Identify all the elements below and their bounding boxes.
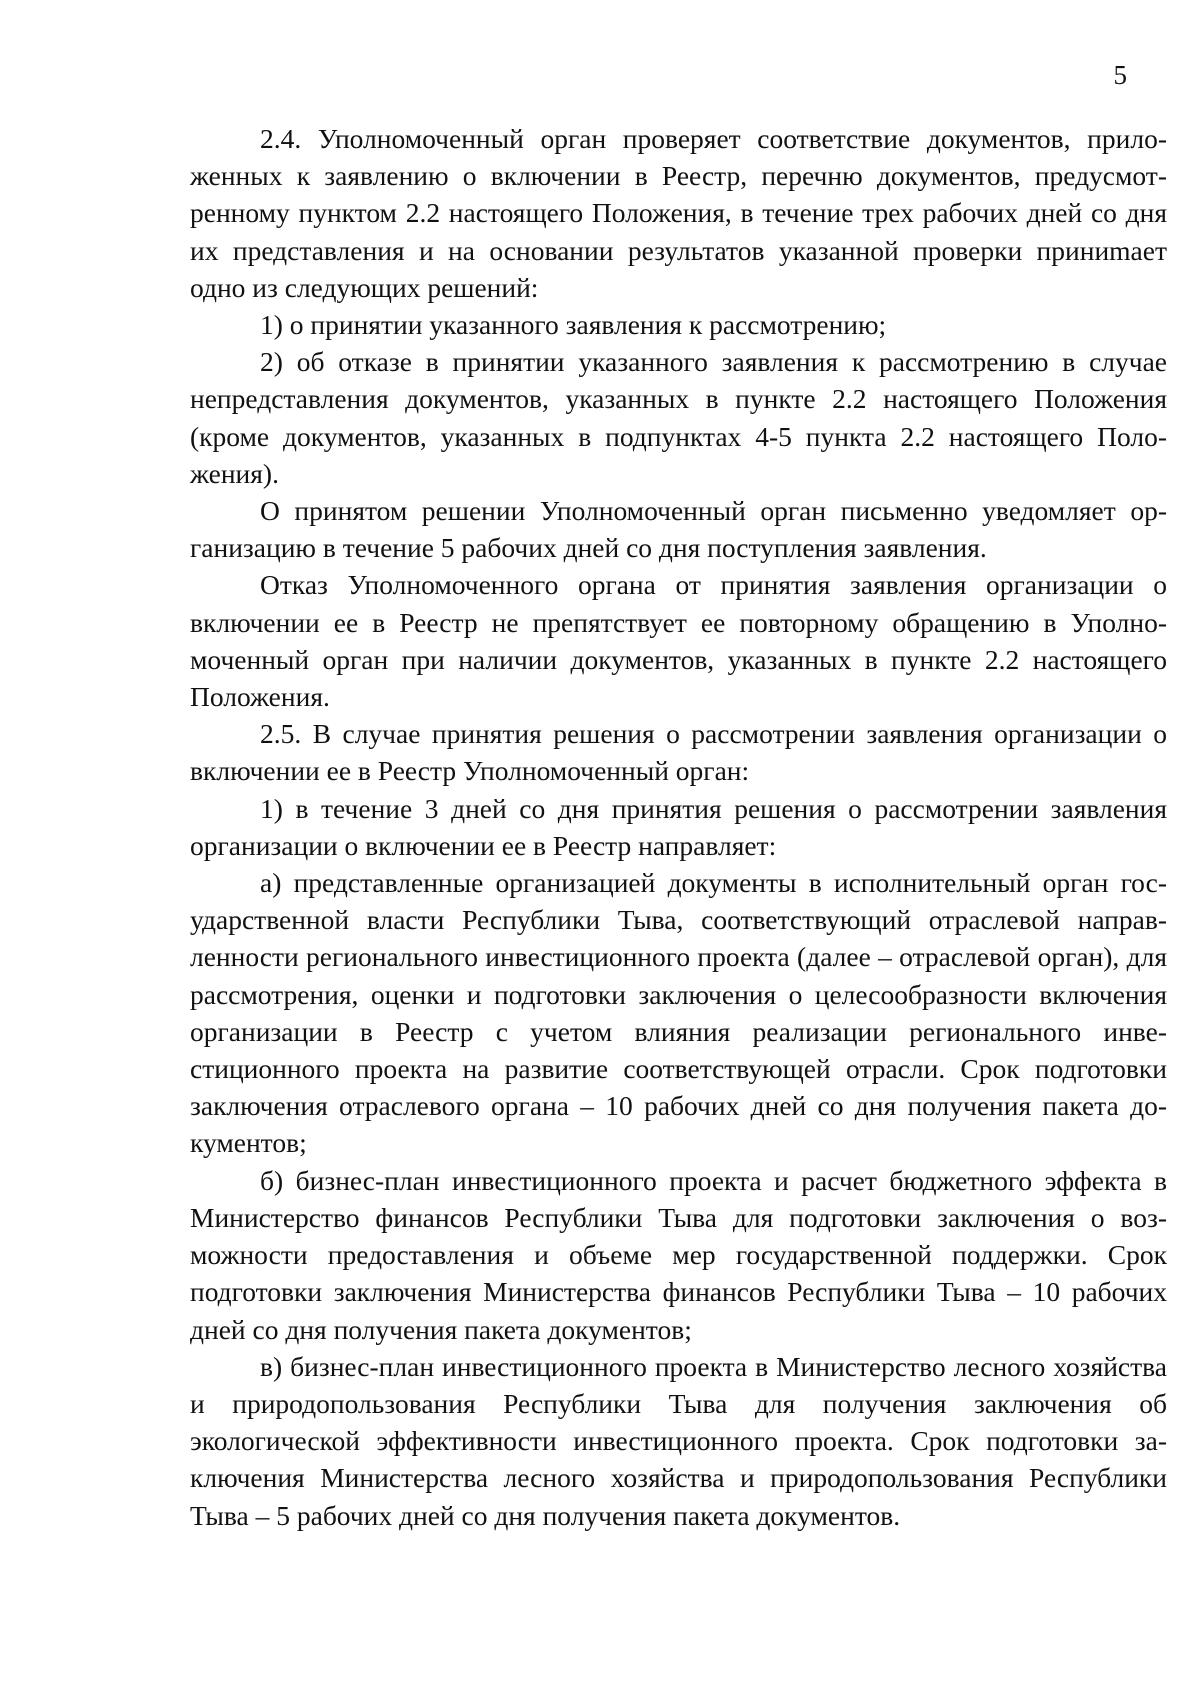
paragraph-2-5-item-a: а) представленные организацией документы в исполнительный орган государственной власти Республики Тыва, соответствующий отраслевой направленности регионального инвестиционного проекта (далее – отраслевой орган), для рассмотрения, оценки и подготовки заключения о целесообразности включения организации в Реестр с учетом влияния реализации регионального инвестиционного проекта на развитие соответствующей отрасли. Срок подготовки заключения отраслевого органа – 10 рабочих дней со дня получения пакета документов; xyxy=(190,867,1167,1159)
document-body xyxy=(190,120,1167,1534)
paragraph-2-5: 2.5. В случае принятия решения о рассмотрении заявления организации о включении ее в Реестр Уполномоченный орган: xyxy=(190,718,1167,787)
page-number: 5 xyxy=(1113,60,1127,90)
paragraph-2-4: 2.4. Уполномоченный орган проверяет соответствие документов, приложенных к заявлению о включении в Реестр, перечню документов, предусмотренному пунктом 2.2 настоящего Положения, в течение трех рабочих дней со дня их представления и на основании результатов указанной проверки приниmает одно из следующих решений: xyxy=(190,123,1167,303)
paragraph-notification: О принятом решении Уполномоченный орган письменно уведомляет организацию в течение 5 рабочих дней со дня поступления заявления. xyxy=(190,495,1167,564)
paragraph-refusal: Отказ Уполномоченного органа от принятия заявления организации о включении ее в Реестр не препятствует ее повторному обращению в Уполномоченный орган при наличии документов, указанных в пункте 2.2 настоящего Положения. xyxy=(190,569,1167,713)
paragraph-2-4-item-2: 2) об отказе в принятии указанного заявления к рассмотрению в случае непредставления документов, указанных в пункте 2.2 настоящего Положения (кроме документов, указанных в подпунктах 4-5 пункта 2.2 настоящего Положения). xyxy=(190,346,1167,489)
paragraph-2-4-item-1: 1) о принятии указанного заявления к рассмотрению; xyxy=(260,309,887,341)
paragraph-2-5-item-v: в) бизнес-план инвестиционного проекта в Министерство лесного хозяйства и природопользования Республики Тыва для получения заключения об экологической эффективности инвестиционного проекта. Срок подготовки заключения Министерства лесного хозяйства и природопользования Республики Тыва – 5 рабочих дней со дня получения пакета документов. xyxy=(190,1350,1167,1531)
paragraph-2-5-item-b: б) бизнес-план инвестиционного проекта и расчет бюджетного эффекта в Министерство финансов Республики Тыва для подготовки заключения о возможности предоставления и объеме мер государственной поддержки. Срок подготовки заключения Министерства финансов Республики Тыва – 10 рабочих дней со дня получения пакета документов; xyxy=(190,1164,1167,1345)
paragraph-2-5-item-1: 1) в течение 3 дней со дня принятия решения о рассмотрении заявления организации о включении ее в Реестр направляет: xyxy=(190,792,1167,861)
